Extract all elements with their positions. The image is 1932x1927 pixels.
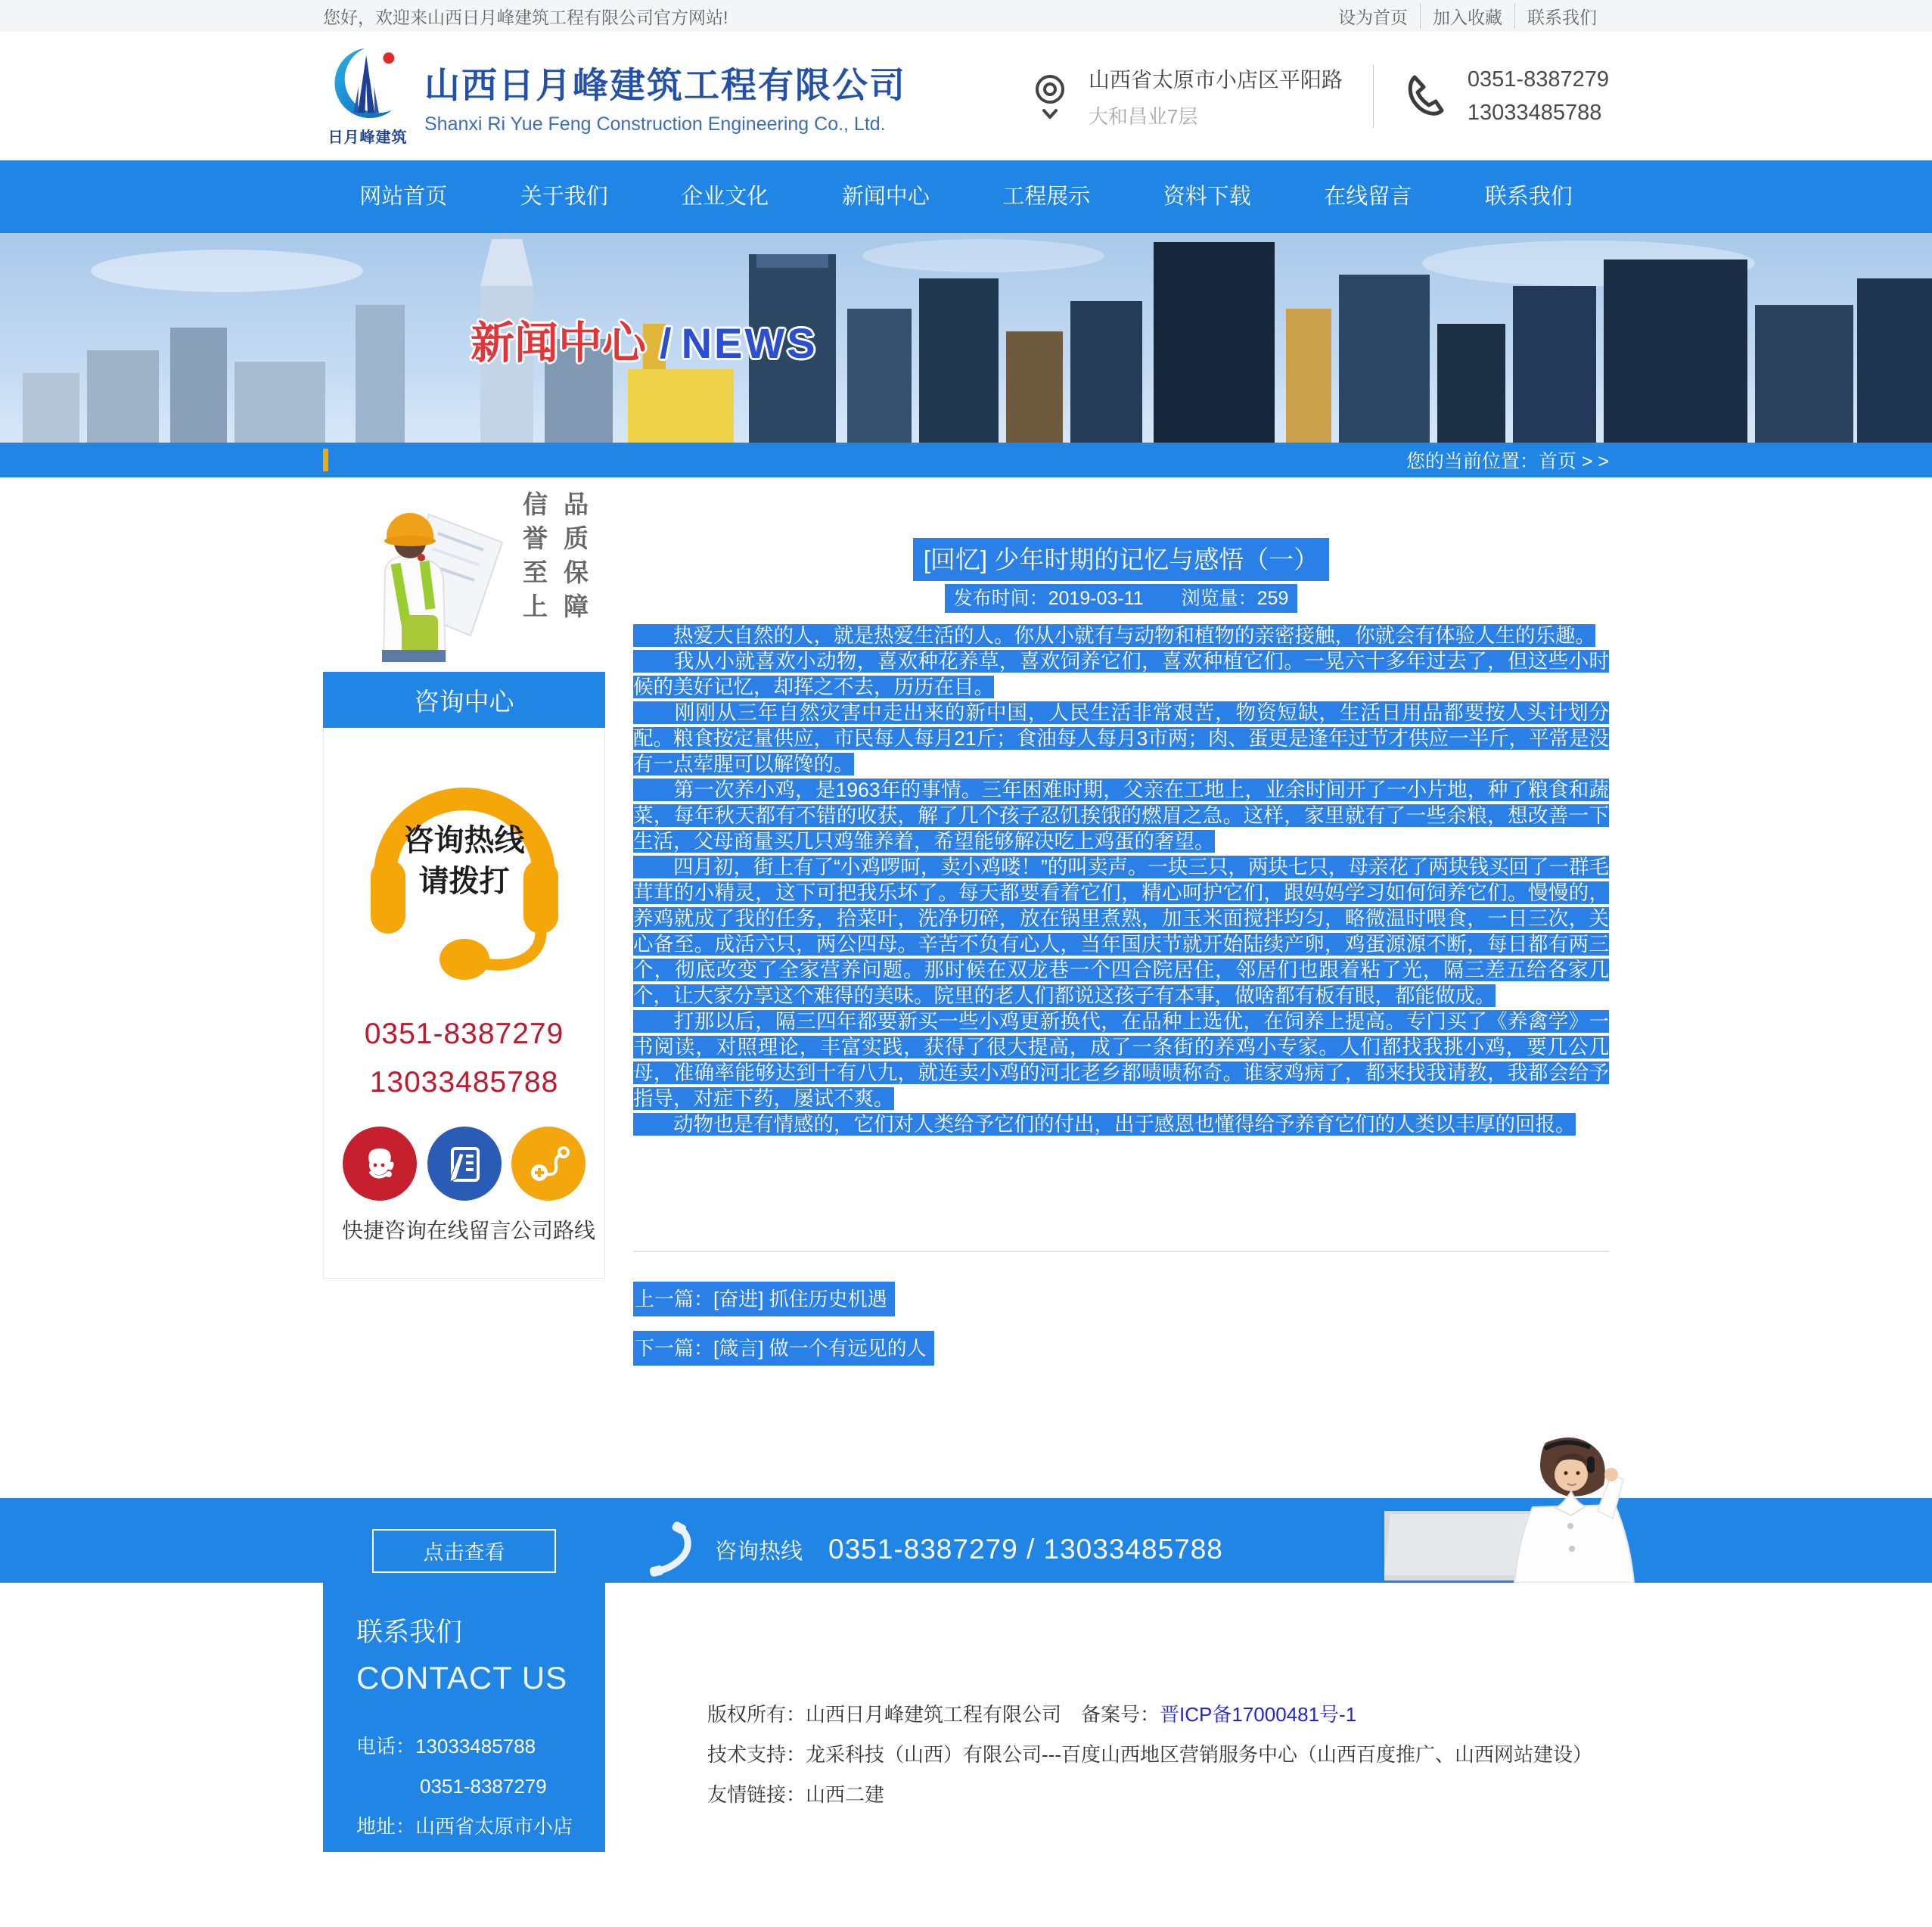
article-separator bbox=[633, 1251, 1609, 1252]
next-article-link[interactable]: 下一篇：[箴言] 做一个有远见的人 bbox=[633, 1331, 934, 1366]
breadcrumb-bar bbox=[0, 443, 1932, 477]
sidebar bbox=[323, 477, 605, 1279]
contact-address-line1: 地址：山西省太原市小店区 bbox=[356, 1815, 573, 1878]
contact-phone-line2: 0351-8387279 bbox=[420, 1775, 547, 1798]
breadcrumb bbox=[1406, 446, 1609, 474]
header-contact bbox=[1028, 63, 1609, 129]
company-route-button[interactable]: 公司路线 bbox=[511, 1127, 586, 1245]
company-name-en: Shanxi Ri Yue Feng Construction Engineering Co., Ltd. bbox=[424, 113, 886, 135]
message-pen-icon bbox=[427, 1127, 502, 1201]
article-paragraph: 动物也是有情感的，它们对人类给予它们的付出，出于感恩也懂得给予养育它们的人类以丰厚的回报。 bbox=[633, 1113, 1576, 1136]
footer-hotline-bar bbox=[0, 1498, 1932, 1583]
main-section bbox=[0, 477, 1932, 1498]
company-name-cn: 山西日月峰建筑工程有限公司 bbox=[424, 64, 906, 105]
news-banner bbox=[0, 233, 1932, 443]
header-phone-2: 13033485788 bbox=[1467, 101, 1602, 125]
headset-person-icon bbox=[343, 1127, 417, 1201]
article-paragraph: 热爱大自然的人，就是热爱生活的人。你从小就有与动物和植物的亲密接触，你就会有体验人生的乐趣。 bbox=[633, 624, 1595, 647]
topbar bbox=[0, 0, 1932, 32]
consult-box bbox=[323, 728, 605, 1279]
breadcrumb-accent-mark bbox=[323, 449, 328, 471]
article-title: [回忆] 少年时期的记忆与感悟（一） bbox=[913, 538, 1330, 581]
article-paragraph: 四月初，街上有了“小鸡啰呵，卖小鸡喽！”的叫卖声。一块三只，两块七只，母亲花了两块钱买回了一群毛茸茸的小精灵，这下可把我乐坏了。每天都要看着它们，精心呵护它们，跟妈妈学习如何饲养它们。慢慢的，养鸡就成了我的任务，拾菜叶，洗净切碎，放在锅里煮熟，加玉米面搅拌均匀，略微温时喂食，一日三次，关心备至。成活六只，两公四母。辛苦不负有心人，当年国庆节就开始陆续产卵，鸡蛋源源不断，每日都有两三个，彻底改变了全家营养问题。那时候在双龙巷一个四合院居住，邻居们也跟着粘了光，隔三差五给各家几个，让大家分享这个难得的美味。院里的老人们都说这孩子有本事，做啥都有板有眼，都能做成。 bbox=[633, 856, 1609, 1007]
handset-icon bbox=[645, 1521, 692, 1577]
breadcrumb-suffix: > > bbox=[1576, 451, 1609, 472]
hotline-label: 咨询热线 请拨打 bbox=[403, 824, 525, 898]
contact-address-line2: 平阳路大和昌业7层 bbox=[420, 1895, 589, 1918]
contact-box bbox=[323, 1583, 605, 1918]
nav-item[interactable]: 企业文化 bbox=[681, 185, 769, 209]
route-map-icon bbox=[511, 1127, 586, 1201]
click-view-button[interactable]: 点击查看 bbox=[372, 1529, 556, 1573]
sidebar-promo-image bbox=[323, 477, 605, 672]
construction-worker-illustration bbox=[332, 488, 510, 662]
header-address-line2: 大和昌业7层 bbox=[1088, 104, 1198, 128]
tech-support-text: 技术支持：龙采科技（山西）有限公司---百度山西地区营销服务中心（山西百度推广、山西网站建设） bbox=[707, 1743, 1592, 1766]
quick-links-row bbox=[324, 1127, 604, 1245]
header-divider bbox=[1373, 64, 1374, 128]
nav-list bbox=[323, 160, 1609, 233]
footer-hotline-numbers: 0351-8387279 / 13033485788 bbox=[828, 1534, 1223, 1565]
breadcrumb-home-link[interactable]: 首页 bbox=[1538, 451, 1576, 472]
contact-title-en: CONTACT US bbox=[356, 1660, 568, 1695]
online-message-button[interactable]: 在线留言 bbox=[427, 1127, 502, 1245]
article-meta: 发布时间：2019-03-11 浏览量：259 bbox=[945, 584, 1298, 613]
hotline-headset-graphic bbox=[351, 754, 578, 984]
sidebar-hotline-numbers bbox=[324, 1010, 604, 1107]
article-paragraph: 打那以后，隔三四年都要新买一些小鸡更新换代，在品种上选优，在饲养上提高。专门买了《养禽学》一书阅读，对照理论，丰富实践，获得了很大提高，成了一条街的养鸡小专家。人们都找我挑小鸡，要几公几母，准确率能够达到十有八九，就连卖小鸡的河北老乡都啧啧称奇。谁家鸡病了，都来找我请教，我都会给予指导，对症下药，屡试不爽。 bbox=[633, 1010, 1609, 1110]
header-address-line1: 山西省太原市小店区平阳路 bbox=[1088, 67, 1343, 92]
header-phone-1: 0351-8387279 bbox=[1467, 67, 1609, 92]
promo-slogan-col1: 品质保障 bbox=[561, 491, 589, 627]
copyright-block bbox=[707, 1695, 1592, 1815]
contact-title-cn: 联系我们 bbox=[356, 1618, 463, 1647]
topbar-link[interactable]: 设为首页 bbox=[1338, 7, 1408, 27]
nav-item[interactable]: 关于我们 bbox=[520, 185, 608, 209]
quick-consult-button[interactable]: 快捷咨询 bbox=[342, 1127, 418, 1245]
consult-center-title: 咨询中心 bbox=[323, 672, 605, 728]
topbar-links bbox=[1326, 4, 1609, 29]
nav-item[interactable]: 资料下载 bbox=[1163, 185, 1251, 209]
customer-service-woman-image bbox=[1384, 1435, 1676, 1583]
header bbox=[0, 32, 1932, 160]
friend-links-label: 友情链接： bbox=[707, 1783, 806, 1806]
copyright-text: 版权所有：山西日月峰建筑工程有限公司 备案号： bbox=[707, 1703, 1160, 1726]
contact-phone-line1: 电话：13033485788 bbox=[356, 1735, 536, 1758]
nav-item[interactable]: 新闻中心 bbox=[841, 185, 930, 209]
location-pin-icon bbox=[1028, 71, 1072, 121]
phone-icon bbox=[1404, 73, 1448, 120]
banner-title-en: NEWS bbox=[681, 319, 818, 367]
welcome-text: 您好，欢迎来山西日月峰建筑工程有限公司官方网站! bbox=[323, 7, 728, 27]
article-body bbox=[633, 623, 1609, 1137]
article-paragraph: 我从小就喜欢小动物，喜欢种花养草，喜欢饲养它们，喜欢种植它们。一晃六十多年过去了，但这些小时候的美好记忆，却挥之不去，历历在目。 bbox=[633, 650, 1609, 698]
banner-title-slash: / bbox=[660, 319, 674, 367]
footer-hotline-label: 咨询热线 bbox=[715, 1539, 803, 1564]
article bbox=[633, 477, 1609, 1382]
nav-item[interactable]: 联系我们 bbox=[1484, 185, 1573, 209]
topbar-link[interactable]: 联系我们 bbox=[1514, 4, 1609, 29]
breadcrumb-prefix: 您的当前位置： bbox=[1406, 451, 1539, 472]
topbar-link[interactable]: 加入收藏 bbox=[1420, 4, 1514, 29]
prev-next-links bbox=[633, 1284, 1609, 1361]
promo-slogan bbox=[511, 491, 598, 627]
nav-item[interactable]: 在线留言 bbox=[1324, 185, 1412, 209]
logo-caption: 日月峰建筑 bbox=[328, 129, 408, 146]
logo[interactable] bbox=[323, 45, 906, 147]
promo-slogan-col2: 信誉至上 bbox=[520, 491, 548, 627]
nav-item[interactable]: 工程展示 bbox=[1002, 185, 1091, 209]
nav-item[interactable]: 网站首页 bbox=[359, 185, 448, 209]
prev-article-link[interactable]: 上一篇：[奋进] 抓住历史机遇 bbox=[633, 1282, 895, 1316]
bottom-section bbox=[0, 1583, 1932, 1918]
sidebar-phone-1: 0351-8387279 bbox=[364, 1018, 564, 1050]
logo-icon bbox=[325, 45, 410, 124]
article-paragraph: 第一次养小鸡，是1963年的事情。三年困难时期，父亲在工地上，业余时间开了一小片地，种了粮食和蔬菜，每年秋天都有不错的收获，解了几个孩子忍饥挨饿的燃眉之急。这样，家里就有了一些余粮，想改善一下生活，父母商量买几只鸡雏养着，希望能够解决吃上鸡蛋的奢望。 bbox=[633, 779, 1609, 853]
friend-link-shanxi-erjian[interactable]: 山西二建 bbox=[806, 1783, 885, 1806]
banner-title-cn: 新闻中心 bbox=[471, 319, 647, 368]
banner-title bbox=[471, 307, 818, 371]
main-nav bbox=[0, 160, 1932, 233]
icp-license-link[interactable]: 晋ICP备17000481号-1 bbox=[1160, 1703, 1357, 1726]
article-paragraph: 刚刚从三年自然灾害中走出来的新中国，人民生活非常艰苦，物资短缺，生活日用品都要按人头计划分配。粮食按定量供应，市民每人每月21斤；食油每人每月3市两；肉、蛋更是逢年过节才供应一半斤，平常是没有一点荤腥可以解馋的。 bbox=[633, 701, 1609, 775]
sidebar-phone-2: 13033485788 bbox=[369, 1066, 559, 1099]
